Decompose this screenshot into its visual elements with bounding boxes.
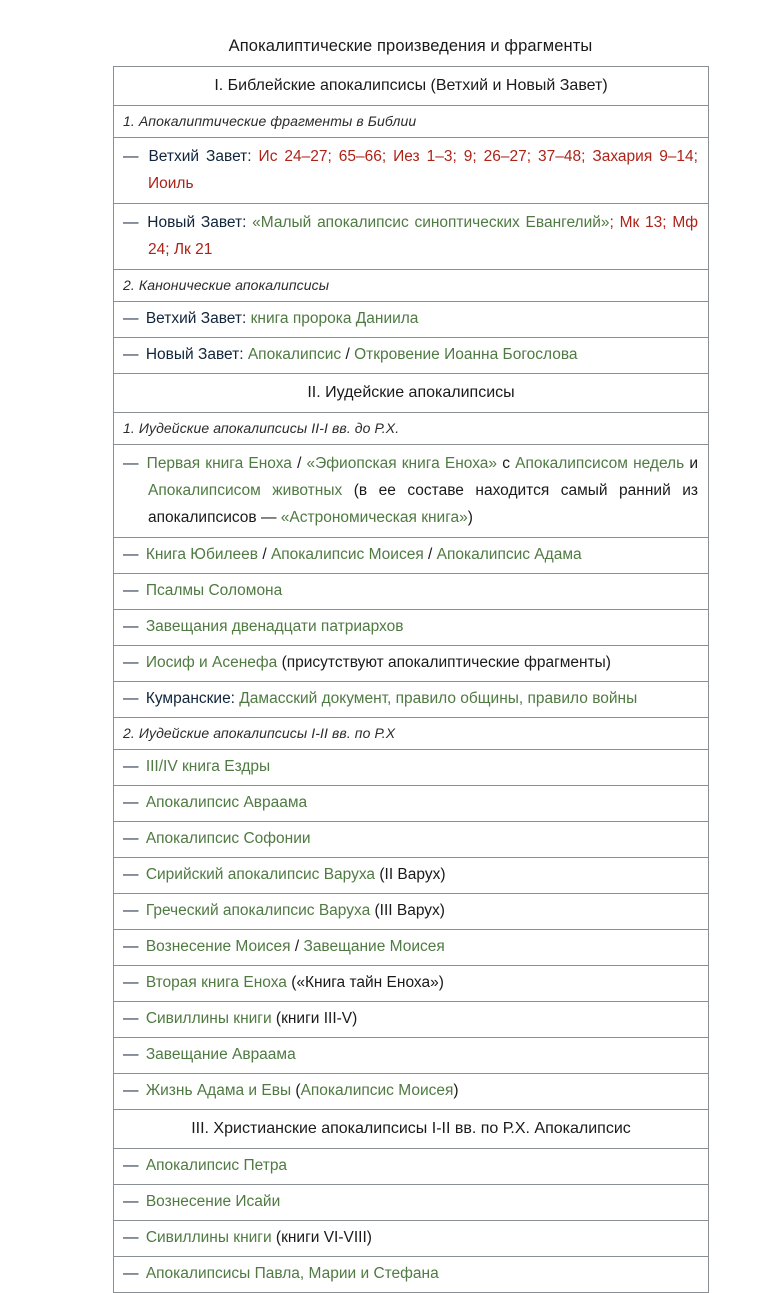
entry-line [123, 934, 700, 960]
em-dash-marker: — [123, 618, 143, 635]
table-body [114, 67, 709, 1293]
table-cell [114, 786, 709, 822]
entry-line [123, 1006, 700, 1032]
table-row [114, 786, 709, 822]
entry-content [114, 1221, 708, 1256]
table-cell [114, 718, 709, 750]
em-dash-marker: — [123, 830, 143, 847]
entry-content [114, 574, 708, 609]
entry-content [114, 646, 708, 681]
em-dash-marker: — [123, 1157, 143, 1174]
entry-content [114, 682, 708, 717]
entry-text-green: Сирийский апокалипсис Варуха [145, 866, 376, 883]
table-row [114, 204, 709, 270]
table-cell [114, 930, 709, 966]
entry-text-green: Апокалипсисом животных [148, 482, 343, 499]
em-dash-marker: — [123, 310, 143, 327]
table-row [114, 858, 709, 894]
entry-text-black: (присутствуют апокалиптические фрагменты) [277, 654, 611, 671]
table-cell [114, 646, 709, 682]
entry-text-green: Апокалипсис [243, 346, 342, 363]
entry-text-green: Вознесение Исайи [145, 1193, 281, 1210]
entry-content [114, 1038, 708, 1073]
table-cell [114, 966, 709, 1002]
subsection-header-label: 2. Иудейские апокалипсисы I-II вв. по Р.Х [123, 725, 396, 741]
entry-content [114, 858, 708, 893]
subsection-header-label: 2. Канонические апокалипсисы [123, 277, 330, 293]
subsection-header-label: 1. Иудейские апокалипсисы II-I вв. до Р.Х. [123, 420, 400, 436]
entry-line [123, 542, 700, 568]
entry-text-green: Завещание Авраама [145, 1046, 296, 1063]
entry-content [114, 930, 708, 965]
entry-text-black: ) [467, 509, 473, 526]
table-row [114, 302, 709, 338]
table-subsection-header [114, 106, 709, 138]
entry-text-black: / [290, 938, 304, 955]
entry-text-green: Завещания двенадцати патриархов [145, 618, 404, 635]
entry-lead-label: Кумранские: [145, 690, 235, 707]
entry-line [123, 143, 698, 197]
entry-content [114, 786, 708, 821]
entry-text-green: III/IV книга Ездры [145, 758, 271, 775]
entry-line [123, 1225, 700, 1251]
table-cell [114, 858, 709, 894]
entry-text-black: / [341, 346, 355, 363]
entry-line [123, 450, 698, 531]
section-header-label: II. Иудейские апокалипсисы [307, 384, 515, 401]
em-dash-marker: — [123, 546, 143, 563]
entry-text-green: Первая книга Еноха [146, 455, 292, 472]
entry-content [114, 138, 708, 203]
entry-text-green: Греческий апокалипсис Варуха [145, 902, 371, 919]
entry-text-green: Жизнь Адама и Евы [145, 1082, 292, 1099]
entry-content [114, 204, 708, 269]
em-dash-marker: — [123, 690, 143, 707]
table-row [114, 930, 709, 966]
table-cell [114, 270, 709, 302]
em-dash-marker: — [123, 794, 143, 811]
section-header-label: I. Библейские апокалипсисы (Ветхий и Новый Завет) [214, 77, 608, 94]
table-cell [114, 106, 709, 138]
entry-text-green: «Малый апокалипсис синоптических Евангелий» [246, 214, 610, 231]
entry-text-black: / [258, 546, 271, 563]
table-subsection-header [114, 718, 709, 750]
table-row [114, 1221, 709, 1257]
entry-line [123, 970, 700, 996]
entry-text-black: ( [291, 1082, 301, 1099]
em-dash-marker: — [123, 938, 143, 955]
table-row [114, 1185, 709, 1221]
apocalyptic-works-table [113, 66, 709, 1293]
em-dash-marker: — [123, 1229, 143, 1246]
entry-text-green: Апокалипсис Софонии [145, 830, 311, 847]
entry-text-black: (II Варух) [375, 866, 446, 883]
table-cell [114, 538, 709, 574]
em-dash-marker: — [123, 1193, 143, 1210]
entry-line [123, 1078, 700, 1104]
table-cell [114, 1149, 709, 1185]
section-header-label: III. Христианские апокалипсисы I-II вв. по Р.Х. Апокалипсис [191, 1120, 631, 1137]
em-dash-marker: — [123, 866, 143, 883]
table-cell [114, 138, 709, 204]
entry-text-green: Иосиф и Асенефа [145, 654, 278, 671]
entry-line [123, 826, 700, 852]
entry-content [114, 1002, 708, 1037]
em-dash-marker: — [123, 214, 145, 231]
table-row [114, 894, 709, 930]
em-dash-marker: — [123, 582, 143, 599]
entry-lead-label: Новый Завет: [147, 214, 247, 231]
table-cell [114, 822, 709, 858]
em-dash-marker: — [123, 974, 143, 991]
entry-line [123, 342, 700, 368]
page-title: Апокалиптические произведения и фрагменты [228, 37, 593, 55]
table-cell [114, 574, 709, 610]
entry-line [123, 686, 700, 712]
table-cell [114, 445, 709, 538]
entry-line [123, 306, 700, 332]
entry-line [123, 790, 700, 816]
table-cell [114, 413, 709, 445]
em-dash-marker: — [123, 654, 143, 671]
entry-text-green: Сивиллины книги [145, 1010, 272, 1027]
table-row [114, 338, 709, 374]
entry-text-green: Апокалипсис Моисея [270, 546, 424, 563]
entry-text-red: Ис 24–27; 65–66; Иез 1–3; 9; 26–27; 37–48; Захария 9–14; Иоиль [148, 148, 698, 192]
table-cell [114, 1074, 709, 1110]
entry-text-black: и [684, 455, 699, 472]
entry-content [114, 1185, 708, 1220]
table-row [114, 1002, 709, 1038]
entry-text-green: Книга Юбилеев [145, 546, 259, 563]
entry-content [114, 750, 708, 785]
subsection-header-label: 1. Апокалиптические фрагменты в Библии [123, 113, 417, 129]
table-cell [114, 1002, 709, 1038]
table-row [114, 646, 709, 682]
entry-text-green: Апокалипсис Адама [436, 546, 582, 563]
table-cell [114, 1038, 709, 1074]
entry-line [123, 1261, 700, 1287]
entry-text-green: Апокалипсис Авраама [145, 794, 308, 811]
entry-line [123, 1189, 700, 1215]
table-section-header [114, 374, 709, 413]
table-row [114, 1038, 709, 1074]
entry-line [123, 1042, 700, 1068]
table-cell [114, 610, 709, 646]
entry-line [123, 209, 698, 263]
entry-text-black: ) [453, 1082, 459, 1099]
table-cell [114, 204, 709, 270]
entry-line [123, 754, 700, 780]
entry-text-black: («Книга тайн Еноха») [286, 974, 444, 991]
entry-content [114, 1074, 708, 1109]
table-cell [114, 750, 709, 786]
table-row [114, 1257, 709, 1293]
entry-content [114, 894, 708, 929]
entry-text-green: Вознесение Моисея [145, 938, 291, 955]
entry-text-green: Апокалипсис Моисея [300, 1082, 454, 1099]
entry-text-green: «Астрономическая книга» [280, 509, 468, 526]
entry-lead-label: Ветхий Завет: [148, 148, 252, 165]
entry-content [114, 966, 708, 1001]
table-row [114, 966, 709, 1002]
entry-content [114, 1149, 708, 1184]
apocalyptic-works-table-wrapper [113, 66, 709, 1293]
entry-text-red: ; Мк 13; Мф 24; Лк 21 [148, 214, 698, 258]
entry-content [114, 610, 708, 645]
entry-content [114, 822, 708, 857]
entry-text-green: Апокалипсисом недель [515, 455, 685, 472]
entry-line [123, 650, 700, 676]
table-cell [114, 338, 709, 374]
table-row [114, 1149, 709, 1185]
em-dash-marker: — [123, 902, 143, 919]
table-cell [114, 682, 709, 718]
table-row [114, 574, 709, 610]
table-row [114, 682, 709, 718]
entry-text-green: Сивиллины книги [145, 1229, 272, 1246]
entry-text-black: (книги III-V) [271, 1010, 358, 1027]
entry-text-black: (книги VI-VIII) [271, 1229, 372, 1246]
table-cell [114, 1110, 709, 1149]
entry-text-green: Откровение Иоанна Богослова [354, 346, 578, 363]
table-row [114, 822, 709, 858]
entry-text-green: Вторая книга Еноха [145, 974, 287, 991]
entry-line [123, 862, 700, 888]
table-section-header [114, 1110, 709, 1149]
table-row [114, 1074, 709, 1110]
entry-text-green: Дамасский документ, правило общины, правило войны [235, 690, 638, 707]
table-row [114, 138, 709, 204]
table-cell [114, 302, 709, 338]
em-dash-marker: — [123, 1046, 143, 1063]
em-dash-marker: — [123, 1265, 143, 1282]
entry-text-green: Завещание Моисея [303, 938, 445, 955]
table-subsection-header [114, 413, 709, 445]
table-cell [114, 374, 709, 413]
entry-text-green: Апокалипсисы Павла, Марии и Стефана [145, 1265, 439, 1282]
em-dash-marker: — [123, 1082, 143, 1099]
em-dash-marker: — [123, 346, 143, 363]
entry-content [114, 1257, 708, 1292]
entry-content [114, 338, 708, 373]
entry-text-black: с [497, 455, 516, 472]
table-row [114, 750, 709, 786]
em-dash-marker: — [123, 1010, 143, 1027]
entry-content [114, 445, 708, 537]
table-cell [114, 1257, 709, 1293]
table-row [114, 445, 709, 538]
entry-line [123, 614, 700, 640]
em-dash-marker: — [123, 455, 144, 472]
entry-lead-label: Ветхий Завет: [145, 310, 247, 327]
entry-text-green: «Эфиопская книга Еноха» [306, 455, 498, 472]
table-cell [114, 894, 709, 930]
table-cell [114, 1221, 709, 1257]
entry-text-green: Апокалипсис Петра [145, 1157, 288, 1174]
entry-content [114, 538, 708, 573]
table-subsection-header [114, 270, 709, 302]
entry-line [123, 898, 700, 924]
entry-line [123, 1153, 700, 1179]
table-cell [114, 67, 709, 106]
entry-text-black: (в ее составе находится самый ранний из апокалипсисов — [148, 482, 698, 526]
entry-text-green: книга пророка Даниила [246, 310, 419, 327]
entry-text-black: / [423, 546, 437, 563]
table-section-header [114, 67, 709, 106]
entry-text-black: (III Варух) [370, 902, 445, 919]
em-dash-marker: — [123, 148, 146, 165]
entry-lead-label: Новый Завет: [145, 346, 244, 363]
entry-line [123, 578, 700, 604]
entry-text-green: Псалмы Соломона [145, 582, 283, 599]
em-dash-marker: — [123, 758, 143, 775]
table-row [114, 538, 709, 574]
table-cell [114, 1185, 709, 1221]
table-row [114, 610, 709, 646]
entry-content [114, 302, 708, 337]
entry-text-black: / [291, 455, 307, 472]
